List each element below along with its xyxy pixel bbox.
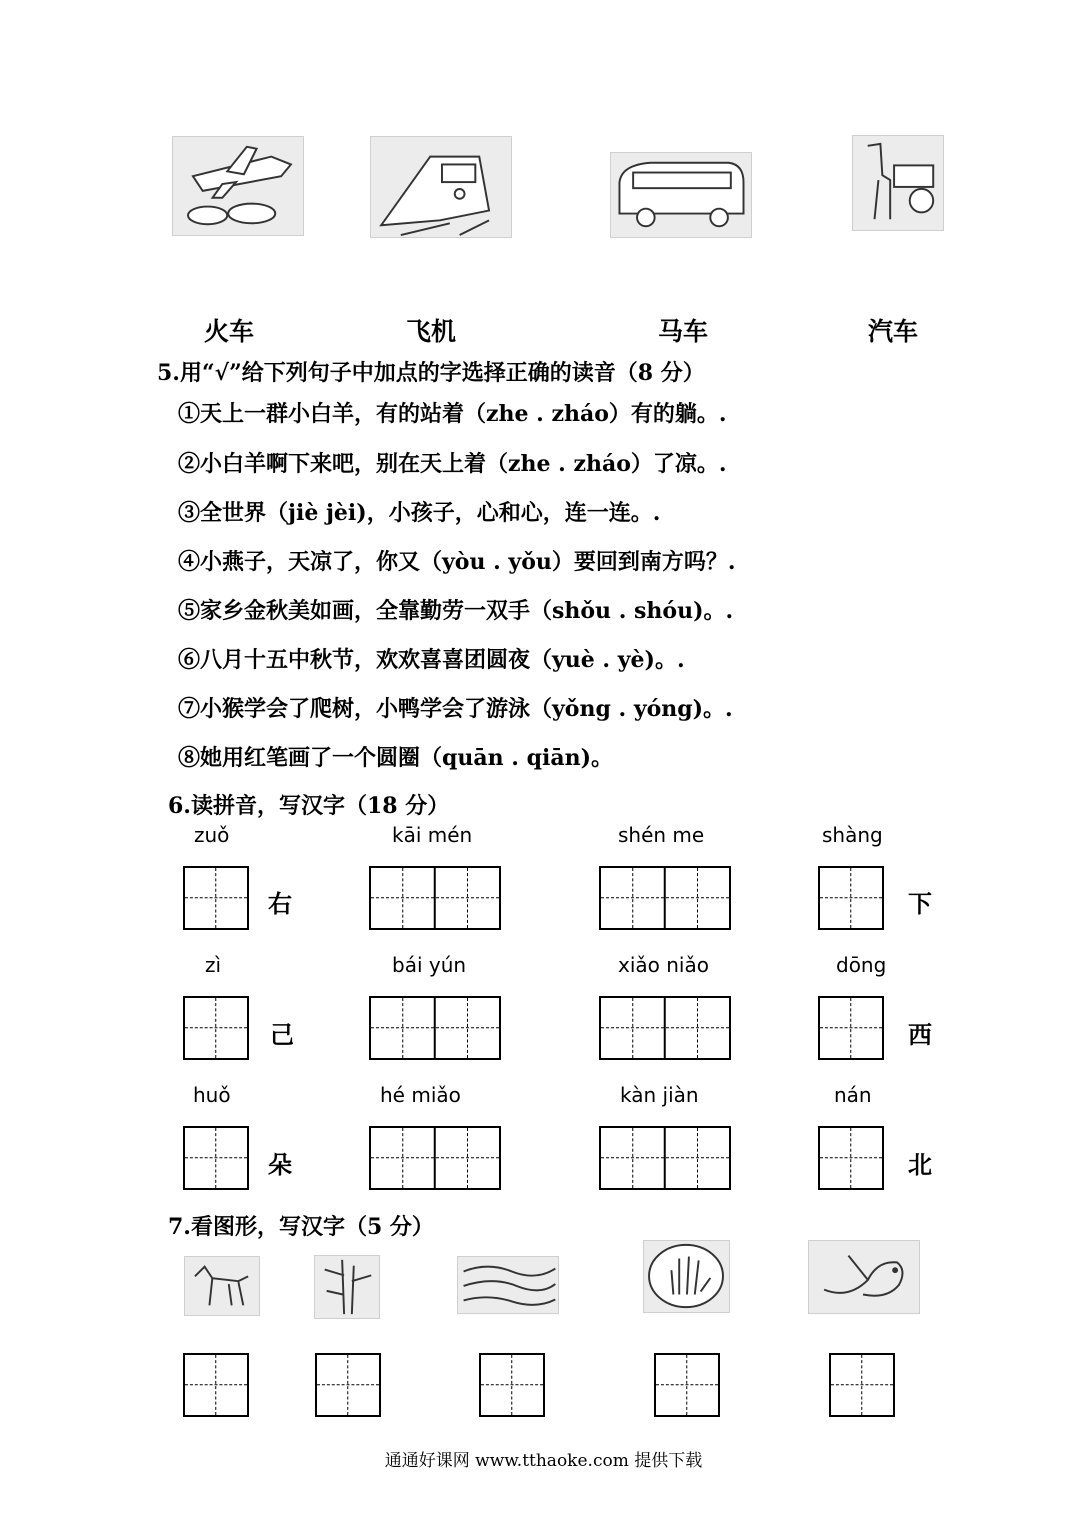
- pinyin: kāi mén: [392, 823, 473, 847]
- q5-sentence: ②小白羊啊下来吧，别在天上着（zhe . zháo）了凉。.: [178, 451, 727, 477]
- given-character: 西: [908, 1020, 932, 1049]
- writing-box[interactable]: [818, 1126, 884, 1190]
- given-character: 己: [270, 1020, 294, 1049]
- airplane-picture: [172, 136, 304, 236]
- q5-sentence: ④小燕子，天凉了，你又（yòu . yǒu）要回到南方吗？.: [178, 549, 736, 575]
- hand-picture: [643, 1240, 730, 1313]
- pinyin: hé miǎo: [380, 1083, 461, 1107]
- q5-heading: 5.用“√”给下列句子中加点的字选择正确的读音（8 分）: [157, 360, 705, 386]
- writing-box[interactable]: [183, 866, 249, 930]
- train-picture: [370, 136, 512, 238]
- pinyin: huǒ: [193, 1083, 231, 1107]
- pinyin: dōng: [836, 953, 887, 977]
- writing-box[interactable]: [315, 1353, 381, 1417]
- footer: 通通好课网 www.tthaoke.com 提供下载: [384, 1451, 703, 1471]
- vehicle-label: 马车: [658, 317, 709, 346]
- given-character: 右: [268, 889, 292, 918]
- writing-box[interactable]: [829, 1353, 895, 1417]
- pinyin: zì: [205, 953, 222, 977]
- vehicle-label: 飞机: [406, 317, 457, 346]
- writing-box[interactable]: [818, 996, 884, 1060]
- pinyin: shàng: [822, 823, 883, 847]
- writing-box-double[interactable]: [599, 1126, 731, 1190]
- given-character: 北: [908, 1150, 932, 1179]
- horse-cart-picture: [852, 135, 944, 231]
- writing-box-double[interactable]: [599, 866, 731, 930]
- pinyin: zuǒ: [194, 823, 230, 847]
- writing-box[interactable]: [479, 1353, 545, 1417]
- writing-box[interactable]: [654, 1353, 720, 1417]
- bus-picture: [610, 152, 752, 238]
- q5-sentence: ⑤家乡金秋美如画，全靠勤劳一双手（shǒu . shóu)。.: [178, 598, 734, 624]
- pinyin: bái yún: [392, 953, 467, 977]
- q5-sentence: ⑦小猴学会了爬树，小鸭学会了游泳（yǒng . yóng)。.: [178, 696, 733, 722]
- q5-sentence: ①天上一群小白羊，有的站着（zhe . zháo）有的躺。.: [178, 401, 727, 427]
- q5-sentence: ③全世界（jiè jèi)，小孩子，心和心，连一连。.: [178, 500, 661, 526]
- q5-sentence: ⑧她用红笔画了一个圆圈（quān . qiān)。: [178, 745, 614, 771]
- bird-picture: [808, 1240, 920, 1314]
- vehicle-label: 火车: [204, 317, 255, 346]
- vehicle-label: 汽车: [868, 317, 919, 346]
- writing-box-double[interactable]: [369, 996, 501, 1060]
- writing-box[interactable]: [818, 866, 884, 930]
- pinyin: nán: [834, 1083, 872, 1107]
- given-character: 下: [908, 889, 932, 918]
- q7-heading: 7.看图形，写汉字（5 分）: [168, 1214, 434, 1240]
- writing-box-double[interactable]: [369, 866, 501, 930]
- wind-picture: [457, 1256, 559, 1314]
- writing-box-double[interactable]: [599, 996, 731, 1060]
- horse-picture: [184, 1256, 260, 1316]
- q5-sentence: ⑥八月十五中秋节，欢欢喜喜团圆夜（yuè . yè)。.: [178, 647, 685, 673]
- writing-box[interactable]: [183, 1126, 249, 1190]
- pinyin: shén me: [618, 823, 705, 847]
- pinyin: kàn jiàn: [620, 1083, 699, 1107]
- writing-box-double[interactable]: [369, 1126, 501, 1190]
- pinyin: xiǎo niǎo: [618, 953, 709, 977]
- writing-box[interactable]: [183, 996, 249, 1060]
- writing-box[interactable]: [183, 1353, 249, 1417]
- q6-heading: 6.读拼音，写汉字（18 分）: [168, 793, 450, 819]
- bamboo-picture: [314, 1255, 380, 1319]
- given-character: 朵: [268, 1150, 292, 1179]
